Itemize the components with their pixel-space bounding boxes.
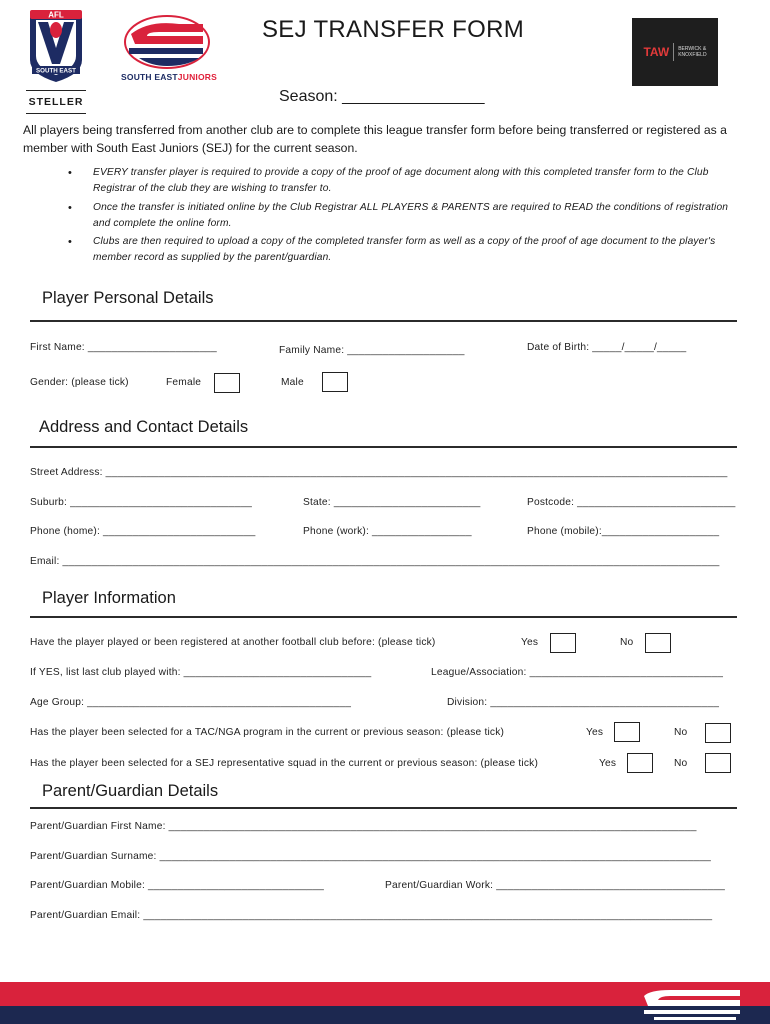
male-label: Male — [281, 377, 304, 388]
sej-rep-no-label: No — [674, 758, 688, 769]
rule-text: EVERY transfer player is required to provide a copy of the proof of age document along with this completed transfer form to the Club Registrar of the club they are wishing to transfer to. — [93, 167, 709, 195]
page-title: SEJ TRANSFER FORM — [262, 16, 525, 43]
gender-label: Gender: (please tick) — [30, 377, 129, 388]
sej-emblem-icon — [99, 14, 239, 72]
section-heading-parent: Parent/Guardian Details — [42, 782, 219, 800]
female-label: Female — [166, 377, 202, 388]
bullet-icon: • — [68, 236, 73, 249]
tac-nga-yes-checkbox[interactable] — [614, 722, 640, 742]
date-of-birth-field[interactable]: Date of Birth: _____/_____/_____ — [527, 342, 687, 353]
phone-work-field[interactable]: Phone (work): _________________ — [303, 526, 472, 537]
played-before-yes-checkbox[interactable] — [550, 633, 576, 653]
afl-text: AFL — [48, 10, 64, 20]
league-association-field[interactable]: League/Association: _________________________________ — [431, 667, 724, 678]
postcode-field[interactable]: Postcode: ___________________________ — [527, 497, 736, 508]
email-field[interactable]: Email: ________________________________________________________________________________________________________________ — [30, 556, 720, 567]
steller-logo: STELLER — [26, 90, 86, 114]
state-field[interactable]: State: _________________________ — [303, 497, 481, 508]
section-heading-address: Address and Contact Details — [39, 418, 249, 436]
rule-text: Once the transfer is initiated online by the Club Registrar ALL PLAYERS & PARENTS are required to READ the conditions of registration and complete the online form. — [93, 201, 729, 229]
played-before-no-label: No — [620, 637, 634, 648]
section-divider — [30, 616, 737, 618]
first-name-field[interactable]: First Name: ______________________ — [30, 342, 217, 353]
family-name-field[interactable]: Family Name: ____________________ — [279, 345, 465, 356]
section-divider — [30, 446, 737, 448]
sej-logo-wordmark — [99, 72, 239, 82]
parent-work-field[interactable]: Parent/Guardian Work: _______________________________________ — [385, 880, 725, 891]
tac-nga-no-checkbox[interactable] — [705, 723, 731, 743]
afl-south-east-logo — [26, 8, 86, 84]
rule-item — [62, 165, 742, 198]
male-checkbox[interactable] — [322, 372, 348, 392]
sej-rep-yes-label: Yes — [599, 758, 617, 769]
played-before-question: Have the player played or been registered at another football club before: (please tick) — [30, 637, 436, 648]
section-divider — [30, 320, 737, 322]
played-before-no-checkbox[interactable] — [645, 633, 671, 653]
rule-item — [62, 234, 742, 267]
division-field[interactable]: Division: _______________________________________ — [447, 697, 720, 708]
sej-wordmark-juniors: JUNIORS — [177, 72, 217, 82]
age-group-field[interactable]: Age Group: _____________________________________________ — [30, 697, 352, 708]
parent-email-field[interactable]: Parent/Guardian Email: _________________________________________________________________________________________________ — [30, 910, 713, 921]
phone-home-field[interactable]: Phone (home): __________________________ — [30, 526, 256, 537]
sej-rep-yes-checkbox[interactable] — [627, 753, 653, 773]
suburb-field[interactable]: Suburb: _______________________________ — [30, 497, 252, 508]
sej-wordmark-south-east: SOUTH EAST — [121, 72, 178, 82]
taw-subtitle-line-1: BERWICK & — [678, 46, 707, 52]
section-heading-personal: Player Personal Details — [42, 289, 214, 307]
last-club-field[interactable]: If YES, list last club played with: ________________________________ — [30, 667, 372, 678]
taw-mark: TAW — [643, 45, 670, 59]
phone-mobile-field[interactable]: Phone (mobile):____________________ — [527, 526, 720, 537]
south-east-text: SOUTH EAST — [36, 67, 76, 75]
parent-first-name-field[interactable]: Parent/Guardian First Name: __________________________________________________________________________________________ — [30, 821, 697, 832]
transfer-rules-list — [62, 165, 742, 269]
tac-nga-question: Has the player been selected for a TAC/NGA program in the current or previous season: (please tick) — [30, 727, 505, 738]
street-address-field[interactable]: Street Address: __________________________________________________________________________________________________________ — [30, 467, 728, 478]
female-checkbox[interactable] — [214, 373, 240, 393]
taw-subtitle — [678, 46, 706, 58]
played-before-yes-label: Yes — [521, 637, 539, 648]
taw-subtitle-line-2: KNOXFIELD — [678, 52, 707, 58]
intro-paragraph: All players being transferred from another club are to complete this league transfer form before being transferred or registered as a member with South East Juniors (SEJ) for the current season. — [23, 123, 727, 155]
taw-divider — [673, 43, 674, 61]
sej-rep-no-checkbox[interactable] — [705, 753, 731, 773]
parent-surname-field[interactable]: Parent/Guardian Surname: ______________________________________________________________________________________________ — [30, 851, 711, 862]
bullet-icon: • — [68, 167, 73, 179]
footer-sej-emblem-icon — [640, 986, 752, 1022]
south-east-juniors-logo — [99, 14, 239, 86]
section-divider — [30, 807, 737, 809]
rule-item — [62, 200, 742, 233]
taw-sponsor-logo — [632, 18, 718, 86]
parent-mobile-field[interactable]: Parent/Guardian Mobile: ______________________________ — [30, 880, 325, 891]
section-heading-player-info: Player Information — [42, 589, 176, 607]
sej-rep-squad-question: Has the player been selected for a SEJ representative squad in the current or previous season: (please tick) — [30, 758, 539, 769]
bullet-icon: • — [68, 201, 73, 214]
rule-text: Clubs are then required to upload a copy of the completed transfer form as well as a copy of the proof of age document to the player's member record as supplied by the parent/guardian. — [93, 236, 716, 264]
tac-nga-yes-label: Yes — [586, 727, 604, 738]
tac-nga-no-label: No — [674, 727, 688, 738]
season-field[interactable]: Season: ________________ — [279, 88, 485, 105]
